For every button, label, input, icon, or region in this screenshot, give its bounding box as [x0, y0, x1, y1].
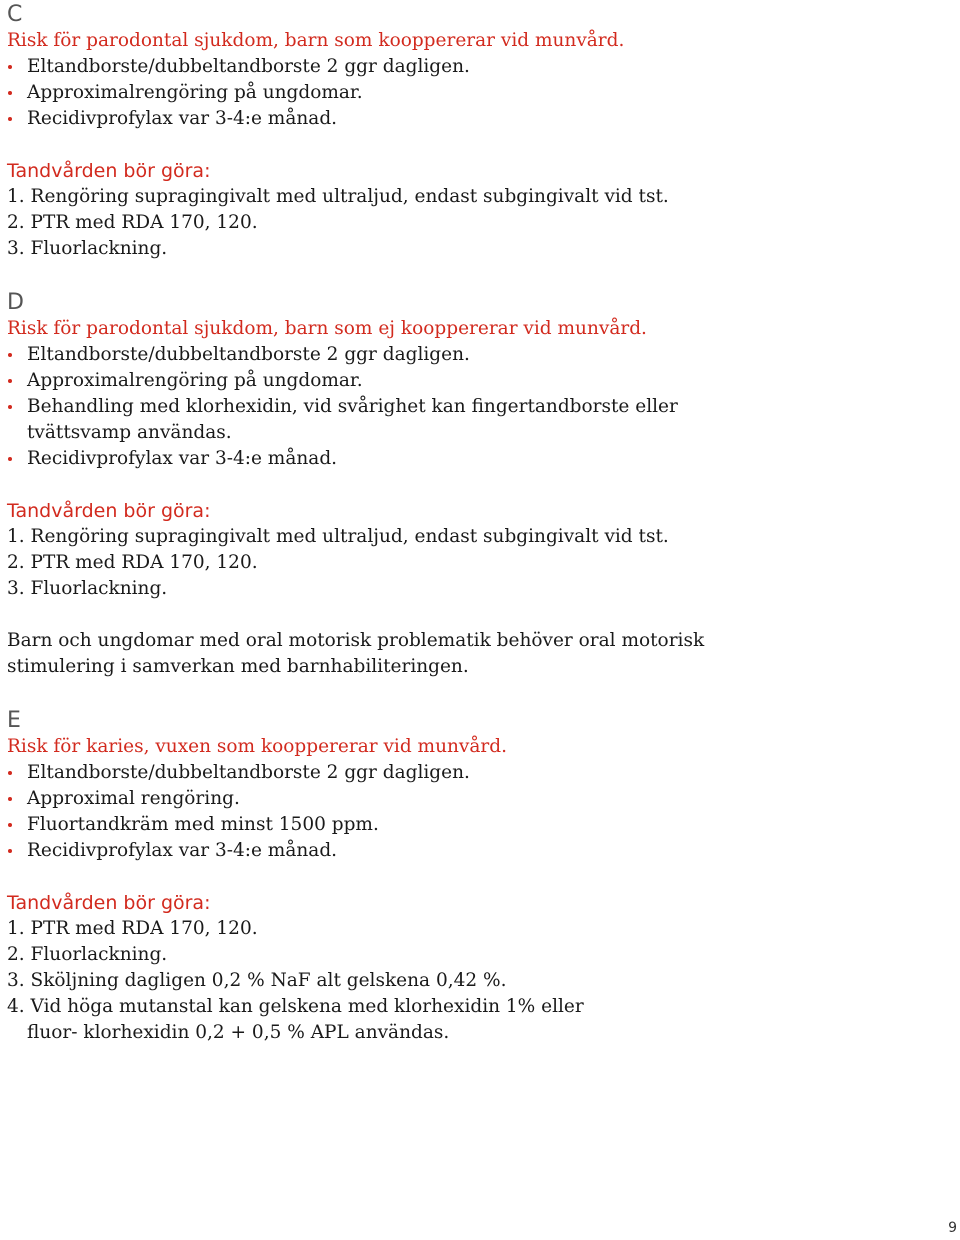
step-item: 2. PTR med RDA 170, 120. [7, 212, 258, 233]
list-item: Recidivprofylax var 3-4:e månad. [7, 106, 947, 132]
list-item-continuation: tvättsvamp användas. [27, 422, 232, 443]
section-d [7, 288, 947, 706]
step-item: 1. Rengöring supragingivalt med ultraljud, endast subgingivalt vid tst. [7, 186, 669, 207]
list-item: Eltandborste/dubbeltandborste 2 ggr dagligen. [7, 760, 947, 786]
list-item: Eltandborste/dubbeltandborste 2 ggr dagligen. [7, 342, 947, 368]
care-heading: Tandvården bör göra: [7, 892, 211, 914]
step-item: 2. Fluorlackning. [7, 944, 168, 965]
section-c [7, 0, 947, 288]
step-item: 3. Sköljning dagligen 0,2 % NaF alt gelskena 0,42 %. [7, 970, 507, 991]
section-e [7, 706, 947, 1046]
page-number: 9 [948, 1220, 957, 1236]
note-text: Barn och ungdomar med oral motorisk problematik behöver oral motorisk [7, 630, 705, 651]
step-item: 3. Fluorlackning. [7, 238, 168, 259]
list-item: Recidivprofylax var 3-4:e månad. [7, 838, 947, 864]
list-item: Approximalrengöring på ungdomar. [7, 368, 947, 394]
list-item: Behandling med klorhexidin, vid svårighet kan fingertandborste eller [7, 394, 947, 420]
step-item: 2. PTR med RDA 170, 120. [7, 552, 258, 573]
step-item: 4. Vid höga mutanstal kan gelskena med klorhexidin 1% eller [7, 996, 584, 1017]
risk-title: Risk för parodontal sjukdom, barn som kooppererar vid munvård. [7, 30, 625, 51]
section-letter: C [7, 2, 23, 27]
list-item: Approximalrengöring på ungdomar. [7, 80, 947, 106]
section-letter: D [7, 290, 24, 315]
step-item: 1. Rengöring supragingivalt med ultraljud, endast subgingivalt vid tst. [7, 526, 669, 547]
list-item: Approximal rengöring. [7, 786, 947, 812]
step-item-continuation: fluor- klorhexidin 0,2 + 0,5 % APL användas. [27, 1022, 450, 1043]
risk-title: Risk för karies, vuxen som kooppererar vid munvård. [7, 736, 507, 757]
list-item: Recidivprofylax var 3-4:e månad. [7, 446, 947, 472]
care-heading: Tandvården bör göra: [7, 500, 211, 522]
document-body [7, 0, 947, 1046]
section-letter: E [7, 708, 21, 733]
step-item: 3. Fluorlackning. [7, 578, 168, 599]
list-item: Eltandborste/dubbeltandborste 2 ggr dagligen. [7, 54, 947, 80]
note-text: stimulering i samverkan med barnhabiliteringen. [7, 656, 469, 677]
risk-title: Risk för parodontal sjukdom, barn som ej kooppererar vid munvård. [7, 318, 647, 339]
care-heading: Tandvården bör göra: [7, 160, 211, 182]
list-item: Fluortandkräm med minst 1500 ppm. [7, 812, 947, 838]
step-item: 1. PTR med RDA 170, 120. [7, 918, 258, 939]
